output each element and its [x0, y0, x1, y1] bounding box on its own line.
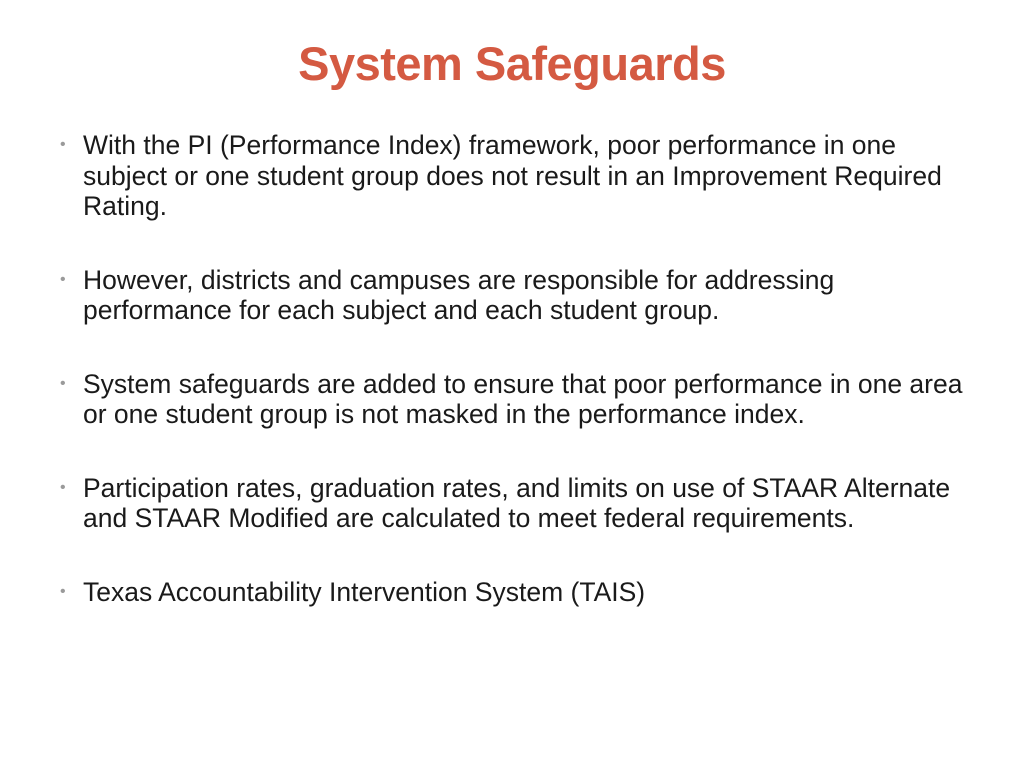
- bullet-item: [60, 577, 970, 608]
- bullet-icon: •: [60, 136, 66, 153]
- bullet-text: However, districts and campuses are responsible for addressing performance for each subject and each student group.: [83, 264, 835, 325]
- bullet-item: [60, 473, 970, 534]
- bullet-icon: •: [60, 270, 66, 288]
- bullet-item: [60, 130, 970, 222]
- bullet-text: System safeguards are added to ensure that poor performance in one area or one student group is not masked in the performance index.: [83, 368, 963, 429]
- bullet-text: With the PI (Performance Index) framework, poor performance in one subject or one student group does not result in an Improvement Required Rating.: [83, 130, 942, 221]
- bullet-text: Participation rates, graduation rates, and limits on use of STAAR Alternate and STAAR Modified are calculated to meet federal requirements.: [83, 472, 951, 533]
- bullet-list: [60, 130, 970, 650]
- bullet-item: [60, 265, 970, 326]
- bullet-icon: •: [60, 582, 66, 600]
- bullet-icon: •: [60, 478, 66, 496]
- bullet-text: Texas Accountability Intervention System (TAIS): [83, 576, 646, 607]
- bullet-item: [60, 369, 970, 430]
- bullet-icon: •: [60, 374, 66, 392]
- slide-title: System Safeguards: [298, 37, 726, 90]
